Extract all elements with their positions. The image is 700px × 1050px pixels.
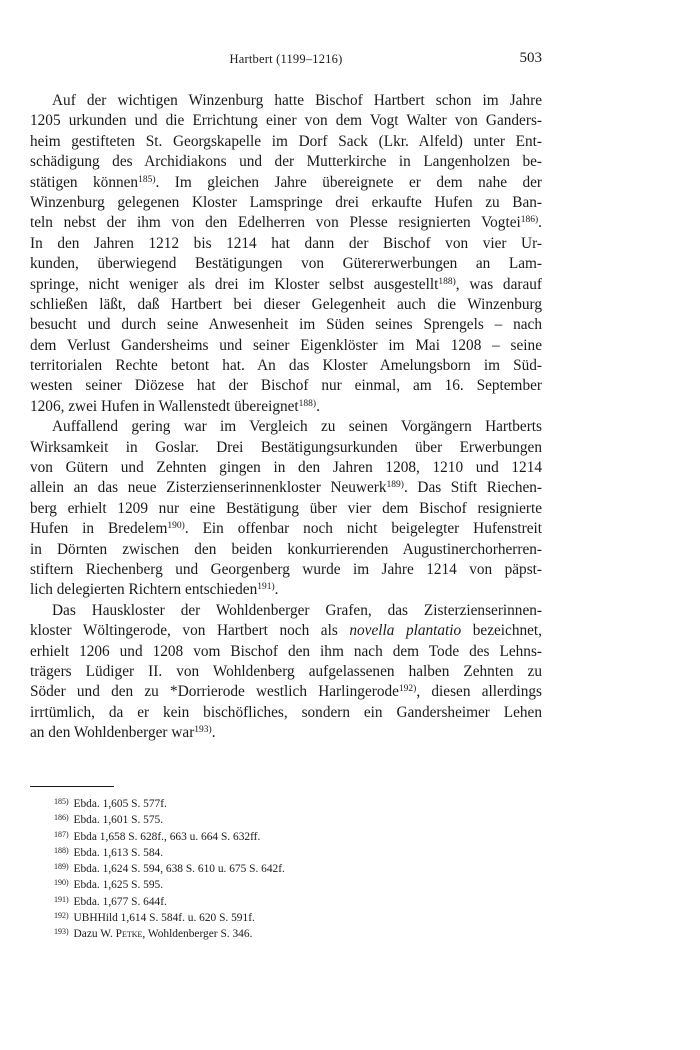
text-line: irrtümlich, da er kein bischöfliches, sondern ein Gandersheimer Lehen <box>30 703 542 721</box>
text-line: dem Verlust Gandersheims und seiner Eigenklöster im Mai 1208 – seine <box>30 336 542 354</box>
text-line: 1205 urkunden und die Errichtung einer von dem Vogt Walter von Ganders- <box>30 112 542 130</box>
text-line <box>30 682 542 702</box>
text-line <box>30 580 542 600</box>
text-segment: springe, nicht weniger als drei im Kloster selbst ausgestellt <box>30 275 439 293</box>
text-line: westen seiner Diözese hat der Bischof nur einmal, am 16. September <box>30 377 542 395</box>
text-line: schließen läßt, daß Hartbert bei dieser Gelegenheit auch die Winzenburg <box>30 295 542 313</box>
footnote-ref: 189) <box>386 480 404 491</box>
footnote-number: 186) <box>54 813 69 823</box>
text-line <box>30 213 542 233</box>
footnote <box>54 829 542 845</box>
text-segment: Söder und den zu *Dorrierode westlich Harlingerode <box>30 683 399 701</box>
footnote-ref: 191) <box>257 582 275 593</box>
paragraph <box>30 601 542 744</box>
paragraph <box>30 91 542 417</box>
text-line: Winzenburg gelegenen Kloster Lamspringe drei erkaufte Hufen zu Ban- <box>30 193 542 211</box>
footnote-ref: 185) <box>138 174 156 185</box>
text-line <box>30 397 542 417</box>
footnote-ref: 186) <box>520 215 539 226</box>
paragraph <box>30 417 542 601</box>
footnote-ref: 188) <box>438 276 456 287</box>
text-segment: kloster Wöltingerode, von Hartbert noch als <box>30 622 350 640</box>
text-segment: . Ein offenbar noch nicht beigelegter Hufenstreit <box>184 520 542 538</box>
footnote <box>54 910 542 926</box>
footnote <box>54 845 542 861</box>
text-segment: . <box>211 724 216 742</box>
footnote-text: Ebda. 1,625 S. 595. <box>73 879 164 892</box>
footnote <box>54 894 542 910</box>
footnote-text: , Wohldenberger S. 346. <box>142 928 253 941</box>
text-segment: teln nebst der ihm von den Edelherren von Plesse resignierten Vogtei <box>30 214 521 232</box>
text-line: erhielt 1206 und 1208 vom Bischof den ihm nach dem Tode des Lehns- <box>30 642 542 660</box>
footnote-text: Ebda. 1,677 S. 644f. <box>73 895 167 908</box>
text-line: Auf der wichtigen Winzenburg hatte Bischof Hartbert schon im Jahre <box>52 92 542 109</box>
text-segment: . <box>538 214 542 232</box>
text-segment: Hufen in Bredelem <box>30 520 168 538</box>
text-line: In den Jahren 1212 bis 1214 hat dann der Bischof von vier Ur- <box>30 234 542 252</box>
footnote-divider <box>30 786 114 787</box>
footnote-ref: 193) <box>194 725 212 736</box>
text-segment: . Im gleichen Jahre übereignete er dem nahe der <box>155 173 542 191</box>
text-line: Wirksamkeit in Goslar. Drei Bestätigungsurkunden über Erwerbungen <box>30 438 542 456</box>
text-segment: . <box>274 581 279 599</box>
footnote-number: 188) <box>54 845 69 855</box>
footnote <box>54 926 542 942</box>
footnote-ref: 192) <box>398 684 417 695</box>
text-line: von Gütern und Zehnten gingen in den Jahren 1208, 1210 und 1214 <box>30 459 542 477</box>
text-line <box>30 478 542 498</box>
text-line <box>30 275 542 295</box>
author-name: Petke <box>115 928 143 941</box>
footnote-text: Ebda. 1,605 S. 577f. <box>73 798 167 810</box>
footnote <box>54 861 542 877</box>
text-segment: . Das Stift Riechen- <box>403 479 543 497</box>
text-line: trägers Lüdiger II. von Wohldenberg aufgelassenen halben Zehnten zu <box>30 662 542 680</box>
footnote-number: 193) <box>54 927 69 937</box>
footnote <box>54 812 542 828</box>
footnote-number: 192) <box>54 911 69 921</box>
text-line: Auffallend gering war im Vergleich zu seinen Vorgängern Hartberts <box>52 418 542 436</box>
footnote-ref: 190) <box>167 521 185 532</box>
footnote-number: 187) <box>54 829 69 839</box>
footnote-number: 191) <box>54 894 69 904</box>
page-header <box>30 52 542 72</box>
text-segment: , diesen allerdings <box>416 683 543 701</box>
footnotes <box>54 796 542 943</box>
footnote-text: Ebda. 1,601 S. 575. <box>73 814 164 827</box>
footnote-number: 190) <box>54 878 69 888</box>
footnote-ref: 188) <box>298 398 317 409</box>
text-segment: allein an das neue Zisterzienserinnenkloster Neuwerk <box>30 479 387 497</box>
footnote-text: Ebda. 1,624 S. 594, 638 S. 610 u. 675 S. 642f. <box>73 863 285 876</box>
footnote-number: 185) <box>54 797 69 806</box>
text-segment: lich delegierten Richtern entschieden <box>30 581 258 599</box>
text-line <box>30 723 542 743</box>
text-line: territorialen Rechte betont hat. An das Kloster Amelungsborn im Süd- <box>30 357 542 375</box>
text-segment: . <box>316 397 320 415</box>
running-title: Hartbert (1199–1216) <box>229 52 343 66</box>
text-line <box>30 173 542 193</box>
footnote-text: UBHHild 1,614 S. 584f. u. 620 S. 591f. <box>73 912 255 925</box>
text-line: besucht und durch seine Anwesenheit im Süden seines Sprengels – nach <box>30 316 542 334</box>
italic-term: novella plantatio <box>349 622 462 640</box>
footnote <box>54 877 542 893</box>
footnote <box>54 796 542 812</box>
text-line: kunden, überwiegend Bestätigungen von Gütererwerbungen an Lam- <box>30 255 542 273</box>
footnote-text: Dazu W. <box>73 928 116 941</box>
page-number: 503 <box>519 50 542 66</box>
text-line: in Dörnten zwischen den beiden konkurrierenden Augustinerchorherren- <box>30 540 542 558</box>
text-line: stiftern Riechenberg und Georgenberg wurde im Jahre 1214 von päpst- <box>30 560 542 578</box>
text-segment: , was darauf <box>455 275 542 293</box>
text-line: heim gestifteten St. Georgskapelle im Dorf Sack (Lkr. Alfeld) unter Ent- <box>30 132 542 150</box>
footnote-text: Ebda 1,658 S. 628f., 663 u. 664 S. 632ff. <box>73 830 261 843</box>
text-segment: bezeichnet, <box>461 622 542 640</box>
text-segment: an den Wohldenberger war <box>30 724 195 742</box>
body-text <box>30 91 542 744</box>
text-segment: 1206, zwei Hufen in Wallenstedt übereignet <box>30 397 299 415</box>
footnote-number: 189) <box>54 862 69 872</box>
text-line: berg erhielt 1209 nur eine Bestätigung über vier dem Bischof resignierte <box>30 499 542 517</box>
text-segment: stätigen können <box>30 173 139 191</box>
footnote-text: Ebda. 1,613 S. 584. <box>73 846 164 859</box>
text-line <box>30 621 542 641</box>
text-line <box>30 519 542 539</box>
text-line: Das Hauskloster der Wohldenberger Grafen, das Zisterzienserinnen- <box>52 601 542 619</box>
text-line: schädigung des Archidiakons und der Mutterkirche in Langenholzen be- <box>30 153 542 171</box>
